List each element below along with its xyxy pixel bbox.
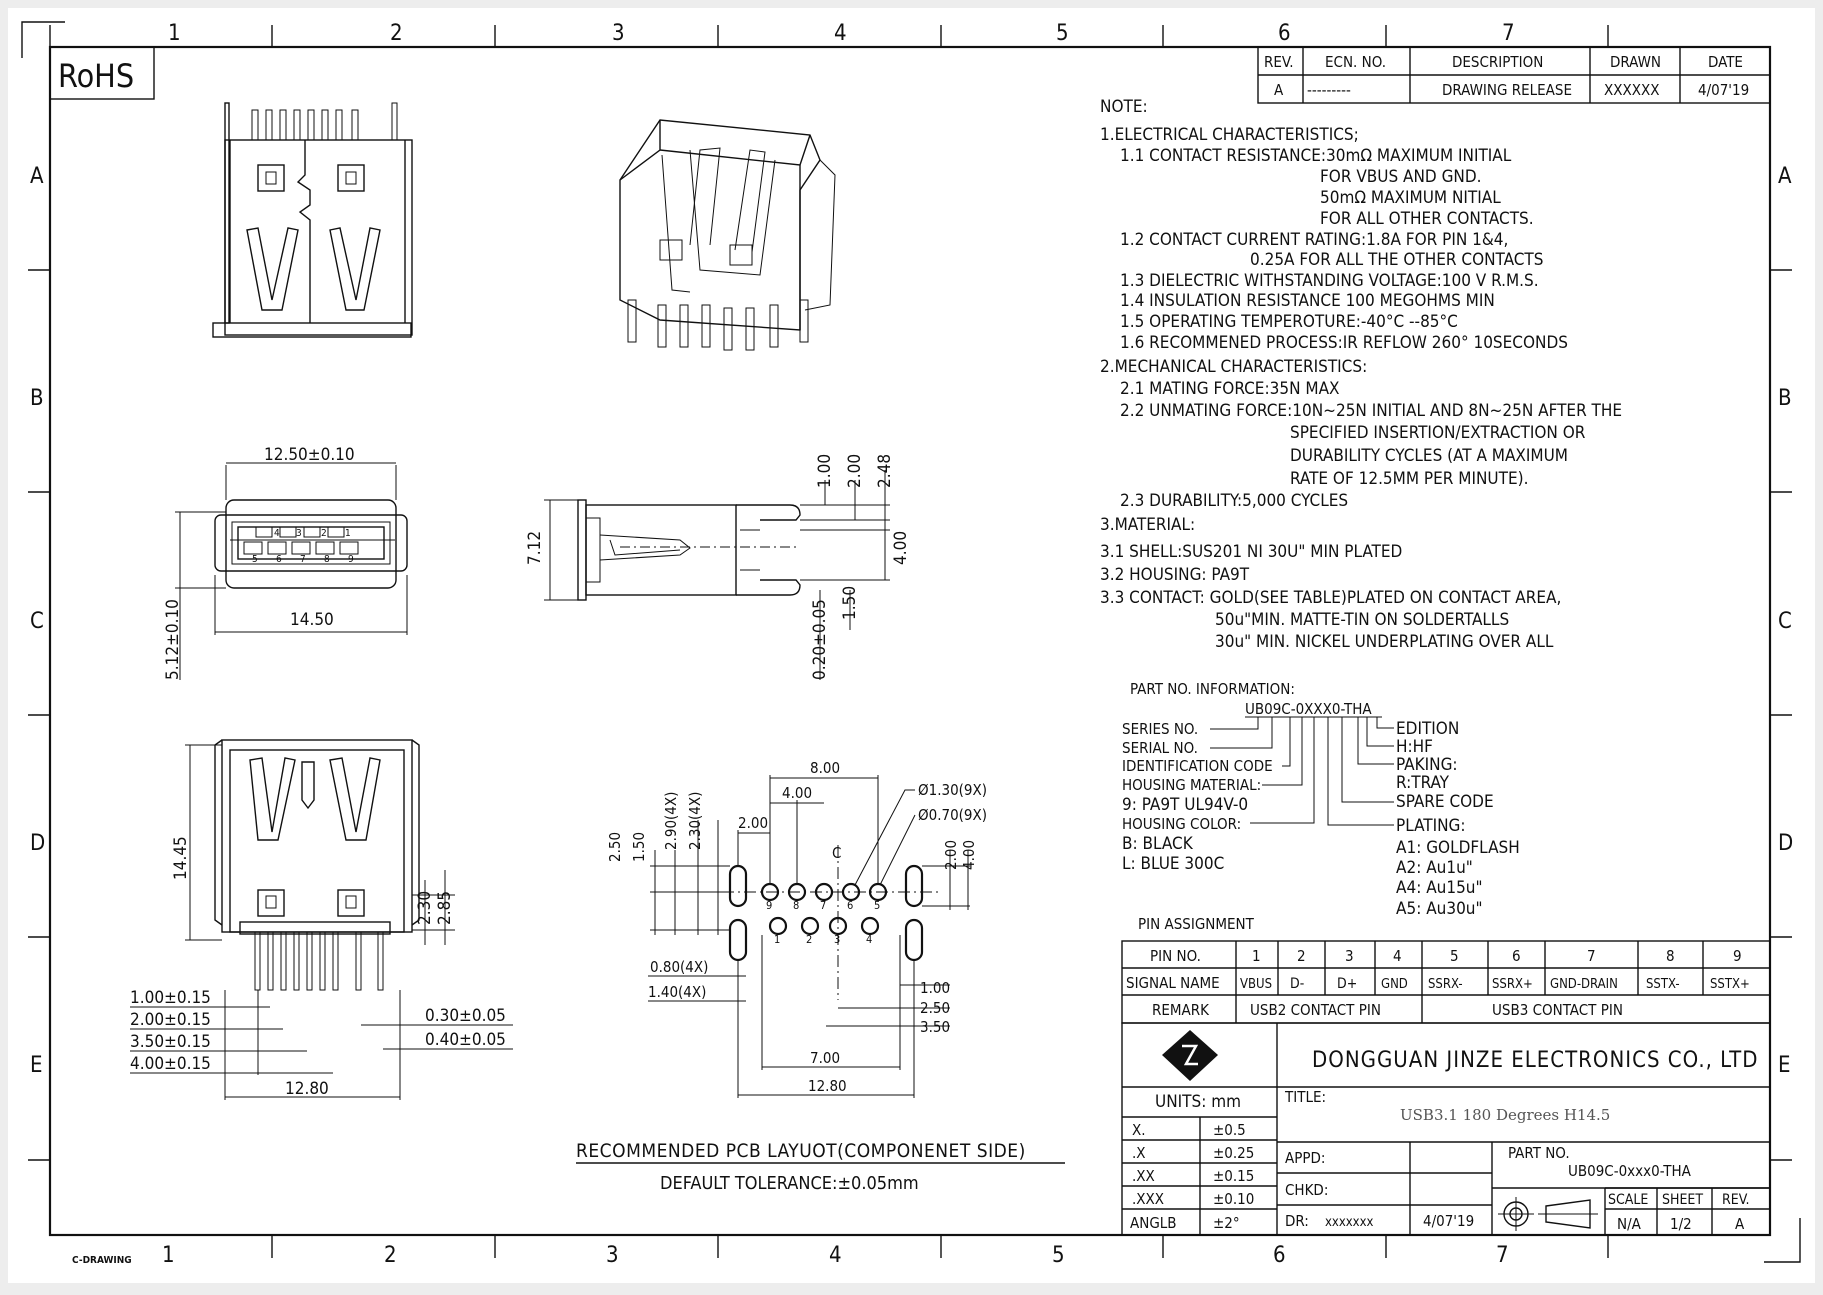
- pin-number: 2: [1297, 947, 1306, 965]
- row-label: D: [1778, 831, 1794, 856]
- front-pin-label: 9: [348, 554, 354, 565]
- col-label: 3: [612, 21, 625, 46]
- note-line: 50mΩ MAXIMUM NITIAL: [1320, 188, 1501, 208]
- sheet-label: SHEET: [1662, 1192, 1704, 1208]
- front-pin-label: 2: [321, 528, 327, 539]
- drawn-value: XXXXXX: [1604, 81, 1660, 99]
- front-overall-dim: 14.50: [290, 610, 334, 630]
- note-line: 1.6 RECOMMENED PROCESS:IR REFLOW 260° 10SECONDS: [1120, 333, 1568, 353]
- part-left-line: 9: PA9T UL94V-0: [1122, 795, 1249, 815]
- part-right-line: PAKING:: [1396, 755, 1458, 775]
- front-pin-label: 5: [252, 554, 258, 565]
- bottom-width-dim: 12.80: [285, 1079, 329, 1099]
- front-pin-label: 4: [274, 528, 280, 539]
- pin-number: 5: [1450, 947, 1459, 965]
- note-line: FOR VBUS AND GND.: [1320, 167, 1482, 187]
- signal-name: GND: [1381, 977, 1408, 992]
- col-label: 7: [1496, 1243, 1509, 1268]
- side-dim-5: 0.20±0.05: [810, 599, 830, 680]
- ecn-value: ---------: [1307, 81, 1351, 99]
- company-name: DONGGUAN JINZE ELECTRONICS CO., LTD: [1312, 1048, 1759, 1073]
- part-right-line: A5: Au30u": [1396, 899, 1483, 919]
- pitch-dim-4: 4.00±0.15: [130, 1054, 211, 1074]
- signal-name: D-: [1290, 976, 1305, 992]
- pcb-dim-v150: 1.50: [630, 831, 648, 862]
- pcb-dim-200: 2.00: [738, 814, 769, 832]
- pcb-pin-label: 3: [834, 933, 841, 946]
- note-line: 1.ELECTRICAL CHARACTERISTICS;: [1100, 125, 1359, 145]
- pcb-dim-b350: 3.50: [920, 1018, 951, 1036]
- tolerance-value: ±0.25: [1213, 1144, 1255, 1162]
- front-pin-label: 7: [300, 554, 306, 565]
- note-line: 50u"MIN. MATTE-TIN ON SOLDERTALLS: [1215, 610, 1510, 630]
- centerline-mark: C: [832, 844, 842, 862]
- row-label: B: [30, 386, 44, 411]
- pin-no-label: PIN NO.: [1150, 947, 1201, 965]
- pin-number: 8: [1666, 947, 1675, 965]
- tolerance-value: ±0.10: [1213, 1190, 1255, 1208]
- note-line: 3.3 CONTACT: GOLD(SEE TABLE)PLATED ON CONTACT AREA,: [1100, 588, 1562, 608]
- pcb-dim-b100: 1.00: [920, 979, 951, 997]
- part-info-heading: PART NO. INFORMATION:: [1130, 680, 1295, 698]
- tolerance-value: ±0.15: [1213, 1167, 1255, 1185]
- part-left-line: IDENTIFICATION CODE: [1122, 757, 1273, 775]
- note-line: 30u" MIN. NICKEL UNDERPLATING OVER ALL: [1215, 632, 1554, 652]
- note-line: 1.1 CONTACT RESISTANCE:30mΩ MAXIMUM INITIAL: [1120, 146, 1512, 166]
- scale-value: N/A: [1617, 1215, 1641, 1233]
- signal-name: SSTX+: [1710, 977, 1750, 992]
- signal-name-label: SIGNAL NAME: [1126, 974, 1220, 992]
- part-left-line: SERIES NO.: [1122, 720, 1199, 738]
- pin-number: 1: [1252, 947, 1261, 965]
- drawn-header: DRAWN: [1610, 53, 1662, 71]
- note-line: RATE OF 12.5MM PER MINUTE).: [1290, 469, 1529, 489]
- part-left-line: L: BLUE 300C: [1122, 854, 1225, 874]
- col-label: 3: [606, 1243, 619, 1268]
- part-right-line: EDITION: [1396, 719, 1460, 739]
- appd-label: APPD:: [1285, 1149, 1326, 1167]
- note-line: 1.5 OPERATING TEMPEROTURE:-40°C --85°C: [1120, 312, 1458, 332]
- pcb-dim-400: 4.00: [782, 784, 813, 802]
- note-line: 3.MATERIAL:: [1100, 515, 1196, 535]
- tolerance-key: .XXX: [1132, 1190, 1165, 1208]
- chkd-label: CHKD:: [1285, 1181, 1329, 1199]
- row-label: C: [1778, 609, 1792, 634]
- side-dim-3: 2.48: [875, 453, 895, 488]
- note-line: 2.MECHANICAL CHARACTERISTICS:: [1100, 357, 1368, 377]
- pin-number: 7: [1587, 947, 1596, 965]
- part-left-line: B: BLACK: [1122, 834, 1193, 854]
- tolerance-key: .XX: [1132, 1167, 1155, 1185]
- bottom-dim-1: 2.30: [415, 890, 435, 925]
- col-label: 7: [1502, 21, 1515, 46]
- pcb-dim-800: 8.00: [810, 759, 841, 777]
- signal-name: D+: [1337, 976, 1358, 992]
- tolerance-key: X.: [1132, 1121, 1146, 1139]
- rev-label: REV.: [1722, 1192, 1750, 1208]
- row-label: E: [30, 1053, 43, 1078]
- default-tolerance: DEFAULT TOLERANCE:±0.05mm: [660, 1173, 919, 1194]
- pcb-dim-b700: 7.00: [810, 1049, 841, 1067]
- pcb-pin-label: 9: [766, 899, 773, 912]
- date-header: DATE: [1708, 53, 1743, 71]
- remark-usb3: USB3 CONTACT PIN: [1492, 1001, 1623, 1019]
- pin-table-title: PIN ASSIGNMENT: [1138, 915, 1254, 933]
- pcb-hole-1: Ø1.30(9X): [918, 781, 988, 799]
- col-label: 5: [1052, 1243, 1065, 1268]
- date-value: 4/07'19: [1698, 81, 1750, 99]
- pcb-dim-s140: 1.40(4X): [648, 983, 707, 1001]
- col-label: 6: [1278, 21, 1291, 46]
- pcb-dim-r200: 2.00: [942, 839, 960, 870]
- pcb-pin-label: 7: [820, 899, 827, 912]
- tolerance-value: ±2°: [1213, 1214, 1240, 1232]
- pcb-layout-title: RECOMMENDED PCB LAYUOT(COMPONENET SIDE): [576, 1140, 1026, 1162]
- col-label: 4: [829, 1243, 842, 1268]
- part-left-line: HOUSING MATERIAL:: [1122, 776, 1262, 794]
- pin-number: 9: [1733, 947, 1742, 965]
- rohs-mark: RoHS: [58, 57, 135, 95]
- title-label: TITLE:: [1285, 1088, 1327, 1106]
- part-no-label: PART NO.: [1508, 1144, 1570, 1162]
- signal-name: VBUS: [1240, 977, 1273, 992]
- front-width-dim: 12.50±0.10: [264, 445, 355, 465]
- front-pin-label: 8: [324, 554, 330, 565]
- pcb-dim-b1280: 12.80: [808, 1077, 847, 1095]
- part-right-line: A2: Au1u": [1396, 858, 1473, 878]
- pin-number: 4: [1393, 947, 1402, 965]
- signal-name: SSRX-: [1428, 977, 1463, 992]
- ecn-header: ECN. NO.: [1325, 53, 1387, 71]
- rev-header: REV.: [1264, 53, 1294, 71]
- note-line: SPECIFIED INSERTION/EXTRACTION OR: [1290, 423, 1586, 443]
- part-right-line: A1: GOLDFLASH: [1396, 838, 1520, 858]
- pcb-dim-r400: 4.00: [960, 839, 978, 870]
- col-label: 6: [1273, 1243, 1286, 1268]
- thick-dim-2: 0.40±0.05: [425, 1030, 506, 1050]
- part-right-line: R:TRAY: [1396, 773, 1450, 793]
- note-line: 3.2 HOUSING: PA9T: [1100, 565, 1250, 585]
- pcb-dim-v290: 2.90(4X): [662, 791, 680, 850]
- scale-label: SCALE: [1608, 1192, 1649, 1208]
- col-label: 2: [384, 1243, 397, 1268]
- row-label: B: [1778, 386, 1792, 411]
- rev-value: A: [1274, 81, 1284, 99]
- tolerance-key: ANGLB: [1130, 1214, 1177, 1232]
- pcb-pin-label: 4: [866, 933, 873, 946]
- drawing-tag: C-DRAWING: [72, 1255, 132, 1266]
- thick-dim-1: 0.30±0.05: [425, 1006, 506, 1026]
- row-label: A: [30, 164, 44, 189]
- signal-name: GND-DRAIN: [1550, 977, 1618, 992]
- part-left-line: SERIAL NO.: [1122, 739, 1198, 757]
- row-label: D: [30, 831, 46, 856]
- side-dim-2: 2.00: [845, 453, 865, 488]
- side-dim-6: 1.50: [840, 585, 860, 620]
- pin-number: 3: [1345, 947, 1354, 965]
- sheet-value: 1/2: [1670, 1215, 1692, 1233]
- tolerance-key: .X: [1132, 1144, 1146, 1162]
- note-line: 1.2 CONTACT CURRENT RATING:1.8A FOR PIN 1&4,: [1120, 230, 1509, 250]
- side-dim-4: 4.00: [891, 530, 911, 565]
- bottom-height-dim: 14.45: [171, 836, 191, 880]
- rev-value-tb: A: [1735, 1215, 1745, 1233]
- description-value: DRAWING RELEASE: [1442, 81, 1572, 99]
- pcb-pin-label: 1: [774, 933, 781, 946]
- row-label: A: [1778, 164, 1792, 189]
- signal-name: SSRX+: [1492, 977, 1533, 992]
- note-line: 2.2 UNMATING FORCE:10N~25N INITIAL AND 8N~25N AFTER THE: [1120, 401, 1623, 421]
- part-no-value: UB09C-0xxx0-THA: [1568, 1162, 1691, 1180]
- signal-name: SSTX-: [1646, 977, 1680, 992]
- drawing-title: USB3.1 180 Degrees H14.5: [1400, 1106, 1611, 1124]
- row-label: C: [30, 609, 44, 634]
- part-right-line: A4: Au15u": [1396, 878, 1483, 898]
- part-right-line: PLATING:: [1396, 816, 1466, 836]
- note-line: 3.1 SHELL:SUS201 NI 30U" MIN PLATED: [1100, 542, 1403, 562]
- pcb-dim-s080: 0.80(4X): [650, 958, 709, 976]
- pcb-hole-2: Ø0.70(9X): [918, 806, 988, 824]
- note-line: FOR ALL OTHER CONTACTS.: [1320, 209, 1534, 229]
- col-label: 5: [1056, 21, 1069, 46]
- tolerance-value: ±0.5: [1213, 1121, 1246, 1139]
- side-height-dim: 7.12: [525, 530, 545, 565]
- part-left-line: HOUSING COLOR:: [1122, 815, 1242, 833]
- pitch-dim-1: 1.00±0.15: [130, 988, 211, 1008]
- pitch-dim-3: 3.50±0.15: [130, 1032, 211, 1052]
- units-label: UNITS: mm: [1155, 1092, 1242, 1112]
- front-pin-label: 1: [345, 528, 351, 539]
- front-height-dim: 5.12±0.10: [163, 599, 183, 680]
- description-header: DESCRIPTION: [1452, 53, 1544, 71]
- note-line: 1.4 INSULATION RESISTANCE 100 MEGOHMS MIN: [1120, 291, 1495, 311]
- remark-usb2: USB2 CONTACT PIN: [1250, 1001, 1381, 1019]
- row-label: E: [1778, 1053, 1791, 1078]
- note-line: 2.1 MATING FORCE:35N MAX: [1120, 379, 1340, 399]
- pcb-dim-v230: 2.30(4X): [686, 791, 704, 850]
- pcb-pin-label: 8: [793, 899, 800, 912]
- pcb-dim-b250: 2.50: [920, 999, 951, 1017]
- dr-label: DR:: [1285, 1212, 1309, 1230]
- pin-number: 6: [1512, 947, 1521, 965]
- dr-name: xxxxxxx: [1325, 1215, 1374, 1230]
- col-label: 1: [162, 1243, 175, 1268]
- note-line: 1.3 DIELECTRIC WITHSTANDING VOLTAGE:100 V R.M.S.: [1120, 271, 1539, 291]
- pcb-dim-v250: 2.50: [606, 831, 624, 862]
- dr-date: 4/07'19: [1423, 1212, 1475, 1230]
- col-label: 1: [168, 21, 181, 46]
- pcb-pin-label: 2: [806, 933, 813, 946]
- front-pin-label: 6: [276, 554, 282, 565]
- pitch-dim-2: 2.00±0.15: [130, 1010, 211, 1030]
- front-pin-label: 3: [296, 528, 302, 539]
- pcb-pin-label: 5: [874, 899, 881, 912]
- part-right-line: SPARE CODE: [1396, 792, 1494, 812]
- pcb-pin-label: 6: [847, 899, 854, 912]
- remark-label: REMARK: [1152, 1001, 1209, 1019]
- part-right-line: H:HF: [1396, 737, 1433, 757]
- note-line: 2.3 DURABILITY:5,000 CYCLES: [1120, 491, 1349, 511]
- note-line: 0.25A FOR ALL THE OTHER CONTACTS: [1250, 250, 1544, 270]
- col-label: 4: [834, 21, 847, 46]
- col-label: 2: [390, 21, 403, 46]
- part-code: UB09C-0XXX0-THA: [1245, 700, 1372, 718]
- note-line: NOTE:: [1100, 97, 1148, 117]
- note-line: DURABILITY CYCLES (AT A MAXIMUM: [1290, 446, 1569, 466]
- side-dim-1: 1.00: [815, 453, 835, 488]
- bottom-dim-2: 2.85: [435, 890, 455, 925]
